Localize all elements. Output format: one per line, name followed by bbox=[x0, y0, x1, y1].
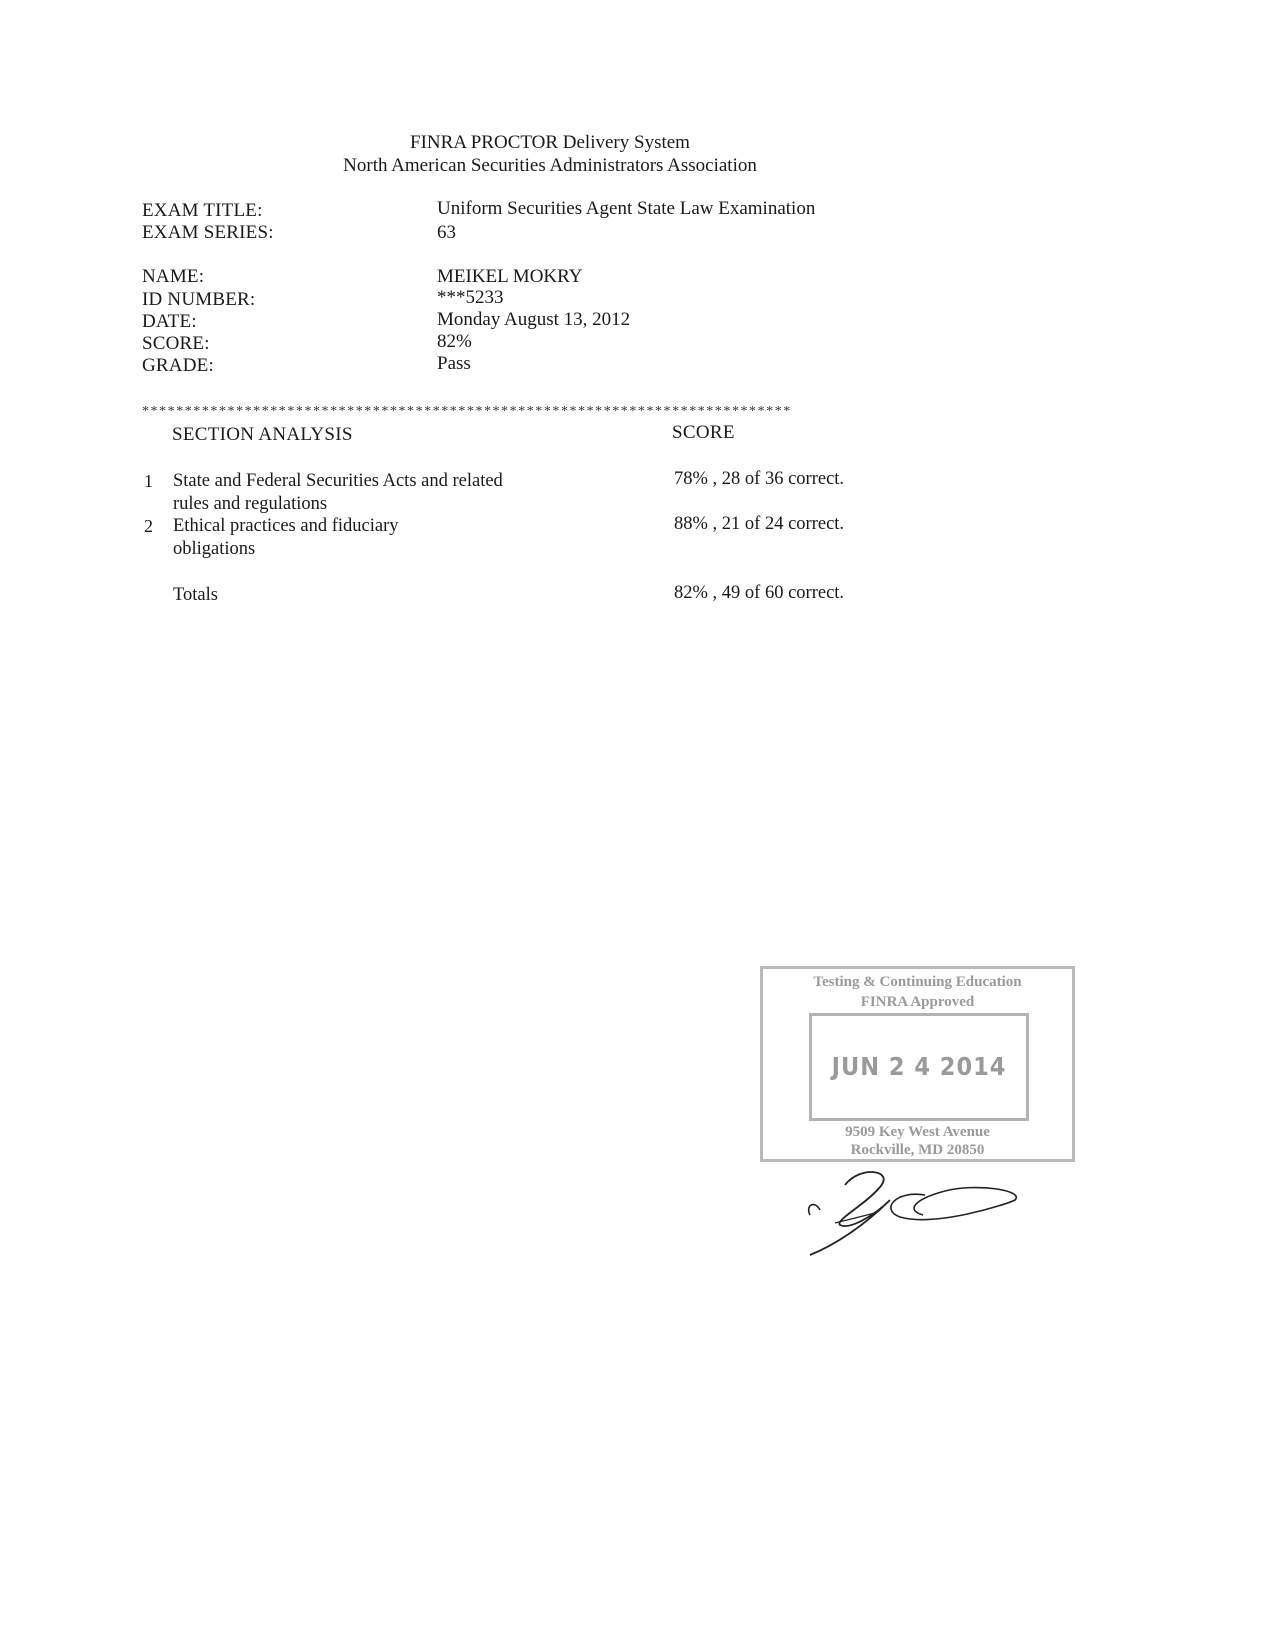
exam-series-label: EXAM SERIES: bbox=[142, 222, 274, 243]
date-label: DATE: bbox=[142, 311, 197, 332]
name-value: MEIKEL MOKRY bbox=[437, 266, 583, 287]
id-number-value: ***5233 bbox=[437, 287, 504, 308]
exam-title-value: Uniform Securities Agent State Law Examination bbox=[437, 198, 816, 219]
section-name: State and Federal Securities Acts and related rules and regulations bbox=[173, 471, 503, 514]
id-number-label: ID NUMBER: bbox=[142, 289, 256, 310]
section-score: 88% , 21 of 24 correct. bbox=[674, 514, 845, 534]
stamp-title: Testing & Continuing Education bbox=[813, 974, 1022, 990]
header-system-name: FINRA PROCTOR Delivery System bbox=[410, 132, 690, 153]
stamp-address-line2: Rockville, MD 20850 bbox=[850, 1142, 985, 1158]
exam-title-label: EXAM TITLE: bbox=[142, 200, 263, 221]
name-label: NAME: bbox=[142, 266, 205, 287]
handwritten-signature bbox=[805, 1165, 1035, 1265]
stamp-date: JUN 2 4 2014 bbox=[831, 1052, 1007, 1081]
section-name: Ethical practices and fiduciary obligations bbox=[173, 516, 399, 559]
grade-label: GRADE: bbox=[142, 355, 214, 376]
stamp-date-box bbox=[809, 1013, 1029, 1121]
grade-value: Pass bbox=[437, 353, 471, 374]
section-number: 2 bbox=[144, 516, 153, 536]
exam-series-value: 63 bbox=[437, 222, 456, 243]
stamp-address-line1: 9509 Key West Avenue bbox=[845, 1124, 990, 1140]
date-value: Monday August 13, 2012 bbox=[437, 309, 631, 330]
totals-score: 82% , 49 of 60 correct. bbox=[674, 583, 845, 603]
totals-label: Totals bbox=[173, 585, 218, 605]
finra-approval-stamp bbox=[760, 966, 1075, 1162]
section-analysis-heading: SECTION ANALYSIS bbox=[172, 424, 353, 445]
asterisk-separator: **************************************************************************** bbox=[142, 404, 792, 419]
score-value: 82% bbox=[437, 331, 472, 352]
section-number: 1 bbox=[144, 471, 153, 491]
score-column-heading: SCORE bbox=[672, 422, 735, 443]
section-score: 78% , 28 of 36 correct. bbox=[674, 469, 845, 489]
score-label: SCORE: bbox=[142, 333, 210, 354]
stamp-subtitle: FINRA Approved bbox=[860, 994, 975, 1010]
header-organization: North American Securities Administrators Association bbox=[343, 155, 757, 176]
